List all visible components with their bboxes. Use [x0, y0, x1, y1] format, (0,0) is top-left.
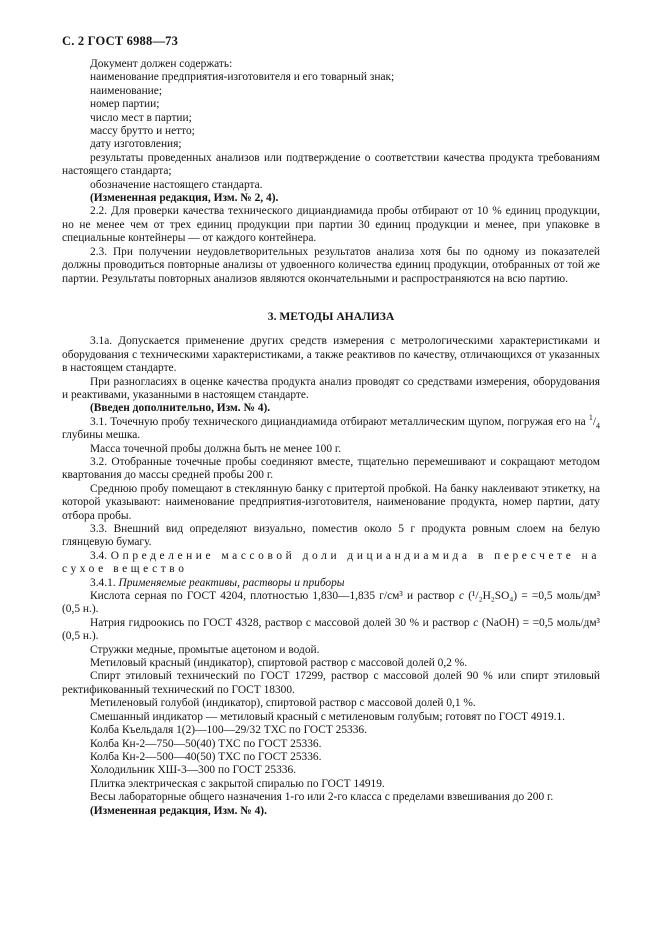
acid-concentration: = =0,5 моль/дм³ (0,5 н.).	[62, 590, 600, 616]
paragraph-3-1a: 3.1а. Допускается применение других средств измерения с метрологическими характеристиками и оборудования с техническими характеристиками, а также реактивов по качеству, отличающихся от указанных в настоящем стандарте.	[62, 335, 600, 375]
p34-title: Определение массовой доли дициандиамида в пересчете на сухое вещество	[62, 549, 600, 576]
equipment-item: Весы лабораторные общего назначения 1-го или 2-го класса с пределами взвешивания до 200 г.	[90, 791, 554, 804]
reagent-naoh	[62, 617, 600, 644]
list-item: дату изготовления;	[90, 138, 182, 151]
paragraph-2-3: 2.3. При получении неудовлетворительных результатов анализа хотя бы по одному из показателей должны проводиться повторные анализы от удвоенного количества единиц продукции, отобранных от той же партии. Результаты повторных анализов являются окончательными и распространяются на всю партию.	[62, 245, 600, 285]
reagent-item: Метиленовый голубой (индикатор), спиртовой раствор с массовой долей 0,1 %.	[90, 697, 476, 710]
amendment-note-2: (Измененная редакция, Изм. № 4).	[90, 804, 267, 817]
p31-text: 3.1. Точечную пробу технического дициандиамида отбирают металлическим щупом, погружая его на	[90, 415, 586, 428]
reagent-item: Стружки медные, промытые ацетоном и водой.	[90, 643, 320, 656]
fraction-numerator: 1	[588, 412, 593, 422]
doc-designation: обозначение настоящего стандарта.	[90, 178, 263, 191]
paragraph-3-1: 3.1. Точечную пробу технического дициандиамида отбирают металлическим щупом, погружая его на $^1/_4$ глубины мешка.	[62, 412, 600, 442]
list-item: номер партии;	[90, 98, 160, 111]
paragraph-3-1-mass: Масса точечной пробы должна быть не менее 100 г.	[90, 442, 342, 455]
acid-text: Кислота серная по ГОСТ 4204, плотностью 1,830—1,835 г/см³ и раствор	[90, 590, 455, 603]
reagent-item: Метиловый красный (индикатор), спиртовой раствор с массовой долей 0,2 %.	[90, 657, 468, 670]
naoh-c: c	[473, 616, 479, 629]
section-title: 3. МЕТОДЫ АНАЛИЗА	[267, 309, 395, 323]
paragraph-3-3: 3.3. Внешний вид определяют визуально, поместив около 5 г продукта ровным слоем на белую глянцевую бумагу.	[62, 523, 600, 549]
document-body	[62, 58, 600, 818]
acid-formula: (¹/₂H₂SO₄)	[468, 590, 518, 603]
equipment-item: Колба Кн-2—500—40(50) ТХС по ГОСТ 25336.	[90, 750, 322, 763]
reagent-item: Смешанный индикатор — метиловый красный с метиленовым голубым; готовят по ГОСТ 4919.1.	[90, 710, 566, 723]
paragraph-3-1a-2: При разногласиях в оценке качества продукта анализ проводят со средствами измерения, оборудования и реактивами, указанными в настоящем стандарте.	[62, 375, 600, 401]
equipment-item: Плитка электрическая с закрытой спиралью по ГОСТ 14919.	[90, 777, 385, 790]
list-item: наименование предприятия-изготовителя и его товарный знак;	[90, 71, 395, 84]
doc-results: результаты проведенных анализов или подтверждение о соответствии качества продукта требованиям настоящего стандарта;	[62, 151, 600, 178]
naoh-text: Натрия гидроокись по ГОСТ 4328, раствор с массовой долей 30 % и раствор	[90, 616, 470, 629]
list-item: число мест в партии;	[90, 111, 192, 124]
paragraph-3-4-1	[62, 577, 600, 590]
equipment-item: Колба Къельдаля 1(2)—100—29/32 ТХС по ГОСТ 25336.	[90, 724, 367, 737]
p34-number: 3.4.	[90, 549, 108, 562]
equipment-item: Холодильник ХШ-3—300 по ГОСТ 25336.	[90, 764, 297, 777]
amendment-note: (Измененная редакция, Изм. № 2, 4).	[90, 192, 279, 205]
fraction-denominator: 4	[596, 421, 600, 431]
paragraph-2-2: 2.2. Для проверки качества технического дициандиамида пробы отбирают от 10 % единиц продукции, но не менее чем от трех единиц продукции при партии 30 единиц продукции и менее, при упаковке в специальные контейнеры — от каждого контейнера.	[62, 205, 600, 245]
equipment-item: Колба Кн-2—750—50(40) ТХС по ГОСТ 25336.	[90, 737, 322, 750]
page-header: С. 2 ГОСТ 6988—73	[62, 34, 179, 48]
paragraph-3-4	[62, 550, 600, 577]
reagent-item: Спирт этиловый технический по ГОСТ 17299, раствор с массовой долей 90 % или спирт этиловый ректификованный технический по ГОСТ 18300.	[62, 670, 600, 696]
list-item: массу брутто и нетто;	[90, 125, 195, 138]
reagent-sulfuric-acid	[62, 590, 600, 617]
paragraph-3-2: 3.2. Отобранные точечные пробы соединяют вместе, тщательно перемешивают и сокращают методом квартования до массы средней пробы 200 г.	[62, 455, 600, 482]
naoh-concentration: (NaOH) = =0,5 моль/дм³ (0,5 н.).	[62, 616, 600, 643]
paragraph-3-2-b: Среднюю пробу помещают в стеклянную банку с притертой пробкой. На банку наклеивают этикетку, на которой указывают: наименование предприятия-изготовителя, наименование продукта, номер партии, дату отбора пробы.	[62, 482, 600, 522]
p31-text-end: глубины мешка.	[62, 429, 141, 442]
p341-number: 3.4.1.	[90, 576, 116, 589]
list-item: наименование;	[90, 84, 162, 97]
doc-intro: Документ должен содержать:	[90, 58, 233, 70]
introduction-note: (Введен дополнительно, Изм. № 4).	[90, 402, 271, 415]
doc-items-list	[62, 71, 600, 151]
p341-title: Применяемые реактивы, растворы и приборы	[118, 576, 345, 589]
acid-c: c	[458, 590, 465, 603]
